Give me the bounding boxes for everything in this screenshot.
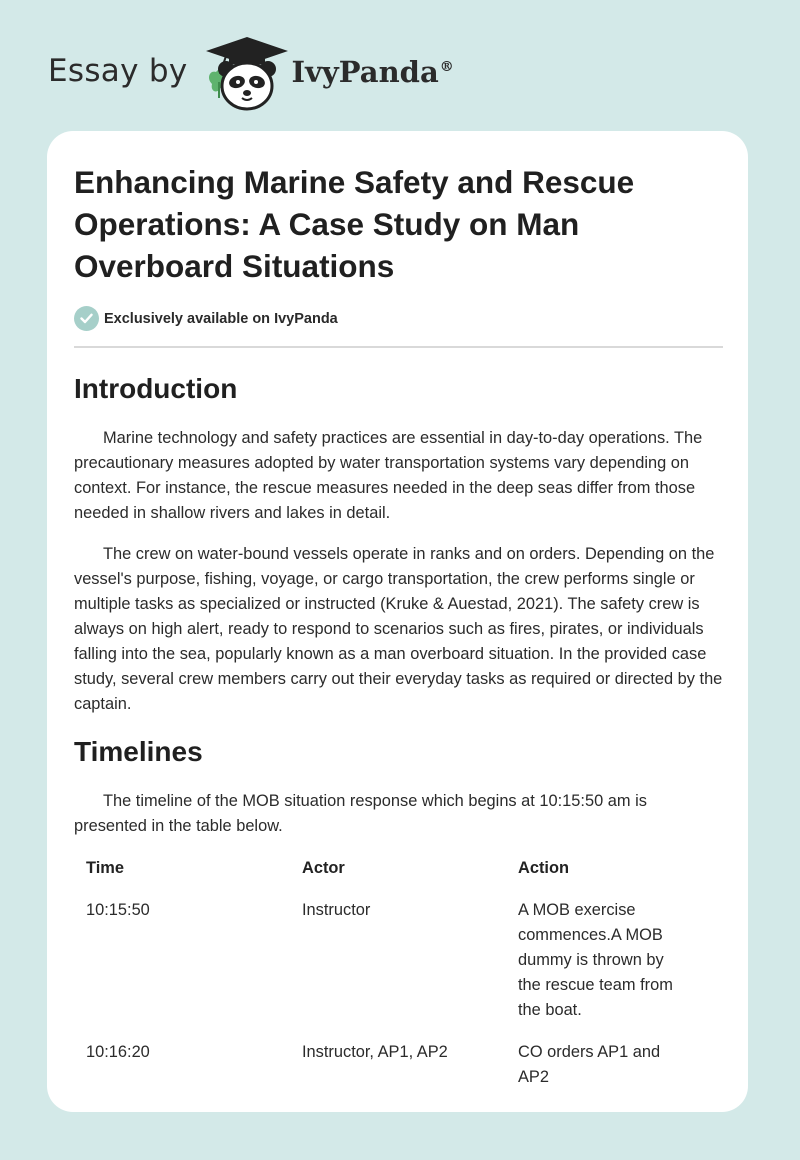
exclusive-badge-text: Exclusively available on IvyPanda xyxy=(104,310,338,327)
divider xyxy=(74,346,723,348)
column-header-actor: Actor xyxy=(302,859,345,877)
cell-actor: Instructor, AP1, AP2 xyxy=(302,1043,448,1061)
paragraph: The crew on water-bound vessels operate in ranks and on orders. Depending on the vessel's purpose, fishing, voyage, or cargo transportation, the crew performs single or multiple tasks as specialized or instructed (Kruke & Auestad, 2021). The safety crew is always on high alert, ready to respond to scenarios such as fires, pirates, or individuals falling into the sea, popularly known as a man overboard situation. In the provided case study, several crew members carry out their everyday tasks as required or directed by the captain. xyxy=(74,545,723,713)
table-row xyxy=(74,1040,723,1107)
column-header-time: Time xyxy=(86,859,124,877)
exclusive-badge xyxy=(74,306,723,331)
check-circle-icon xyxy=(74,306,99,331)
registered-mark: ® xyxy=(439,59,454,76)
cell-action: CO orders AP1 and AP2 xyxy=(518,1043,661,1086)
brand-prefix: Essay by xyxy=(48,53,188,89)
paragraph: Marine technology and safety practices are essential in day-to-day operations. The precautionary measures adopted by water transportation systems vary depending on context. For instance, the rescue measures needed in the deep seas differ from those needed in shallow rivers and lakes in detail. xyxy=(74,429,703,522)
table-row xyxy=(74,898,723,1040)
essay-title: Enhancing Marine Safety and Rescue Operations: A Case Study on Man Overboard Situations xyxy=(74,164,635,284)
cell-action: A MOB exercise commences.A MOB dummy is thrown by the rescue team from the boat. xyxy=(518,901,673,1019)
panda-graduate-icon xyxy=(204,34,290,114)
section-heading-timelines: Timelines xyxy=(74,736,203,767)
cell-time: 10:15:50 xyxy=(86,901,150,919)
essay-card xyxy=(47,131,748,1112)
brand-name: IvyPanda® xyxy=(291,55,454,89)
paragraph: The timeline of the MOB situation response which begins at 10:15:50 am is presented in the table below. xyxy=(74,792,647,835)
section-heading-introduction: Introduction xyxy=(74,373,238,404)
cell-actor: Instructor xyxy=(302,901,371,919)
cell-time: 10:16:20 xyxy=(86,1043,150,1061)
timeline-table xyxy=(74,856,723,1107)
table-header-row xyxy=(74,856,723,898)
brand-header xyxy=(48,34,454,114)
column-header-action: Action xyxy=(518,859,569,877)
